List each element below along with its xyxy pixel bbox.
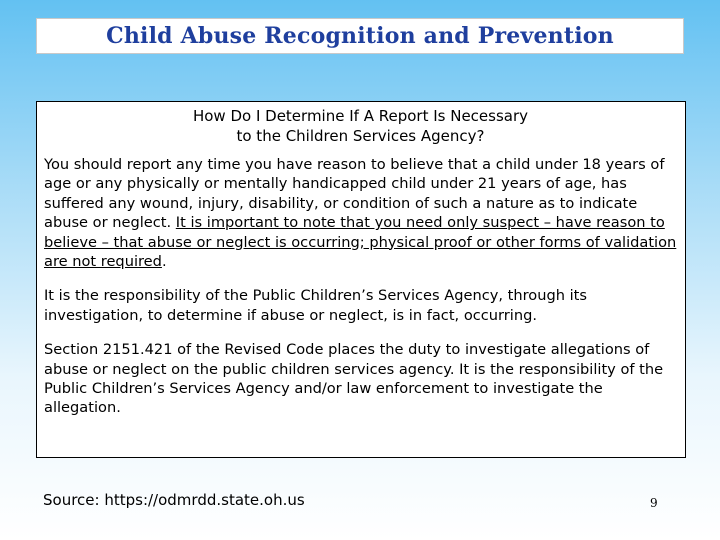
paragraph-2: It is the responsibility of the Public Children’s Services Agency, through its investigation, to determine if abuse or neglect, is in fact, occurring. (44, 287, 588, 324)
paragraph-3: Section 2151.421 of the Revised Code places the duty to investigate allegations of abuse or neglect on the public children services agency. It is the responsibility of the Public Children’s Services Agency and/or law enforcement to investigate the allegation. (44, 341, 664, 417)
page-number: 9 (650, 496, 658, 510)
paragraph-1-end: . (161, 253, 167, 271)
heading-line-1: How Do I Determine If A Report Is Necessary (192, 107, 529, 125)
content-heading (44, 106, 677, 146)
title-box (36, 18, 684, 54)
paragraph-1-underlined: It is important to note that you need only suspect – have reason to believe – that abuse or neglect is occurring; physical proof or other forms of validation are not required (44, 214, 677, 271)
slide-title: Child Abuse Recognition and Prevention (106, 23, 614, 49)
paragraph-1-text: You should report any time you have reason to believe that a child under 18 years of age or any physically or mentally handicapped child under 21 years of age, has suffered any wound, injury, disability, or condition of such a nature as to indicate abuse or neglect. (44, 156, 665, 232)
heading-line-2: to the Children Services Agency? (236, 127, 485, 145)
content-box (36, 101, 686, 458)
paragraph-1 (44, 155, 677, 271)
source-citation: Source: https://odmrdd.state.oh.us (43, 491, 305, 509)
